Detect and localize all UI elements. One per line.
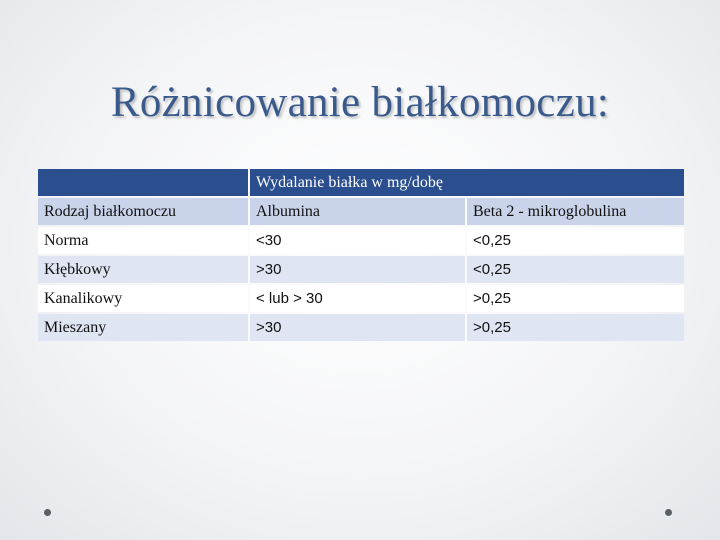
table-row [38, 227, 684, 254]
decorative-dot-left [44, 509, 51, 516]
albumin-value: < lub > 30 [250, 285, 465, 312]
albumin-value: >30 [250, 256, 465, 283]
slide-title: Różnicowanie białkomoczu: [110, 79, 610, 126]
albumin-value: <30 [250, 227, 465, 254]
table-group-header-row [38, 169, 684, 196]
empty-header-cell [38, 169, 248, 196]
table-row [38, 314, 684, 341]
table-row [38, 285, 684, 312]
beta2-value: <0,25 [467, 256, 684, 283]
table-row [38, 256, 684, 283]
decorative-dot-right [665, 509, 672, 516]
group-header-cell: Wydalanie białka w mg/dobę [250, 169, 684, 196]
proteinuria-table [36, 167, 686, 343]
beta2-value: >0,25 [467, 314, 684, 341]
beta2-value: <0,25 [467, 227, 684, 254]
beta2-value: >0,25 [467, 285, 684, 312]
row-label: Mieszany [38, 314, 248, 341]
table-column-header-row [38, 198, 684, 225]
column-header-beta2: Beta 2 - mikroglobulina [467, 198, 684, 225]
column-header-albumin: Albumina [250, 198, 465, 225]
column-header-type: Rodzaj białkomoczu [38, 198, 248, 225]
albumin-value: >30 [250, 314, 465, 341]
row-label: Norma [38, 227, 248, 254]
row-label: Kanalikowy [38, 285, 248, 312]
row-label: Kłębkowy [38, 256, 248, 283]
